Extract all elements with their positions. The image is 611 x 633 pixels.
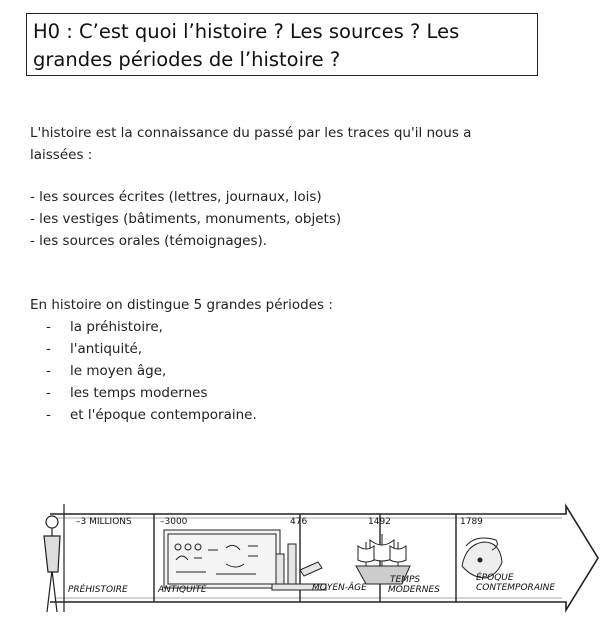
period-label: CONTEMPORAINE: [476, 583, 556, 593]
period-item: - le moyen âge,: [46, 363, 167, 379]
title-line-1: H0 : C’est quoi l’histoire ? Les sources ? Les: [33, 20, 460, 43]
source-item: - les vestiges (bâtiments, monuments, objets): [30, 211, 342, 227]
hieroglyph-tablet-icon: [164, 530, 280, 588]
prehistoric-man-icon: [44, 504, 64, 612]
intro-line-1: L'histoire est la connaissance du passé par les traces qu'il nous a: [30, 125, 472, 141]
timeline-illustration: [26, 500, 606, 625]
date-label: 1492: [368, 517, 391, 527]
title-line-2: grandes périodes de l’histoire ?: [33, 48, 341, 71]
period-label: MODERNES: [388, 585, 440, 595]
period-item: - la préhistoire,: [46, 319, 163, 335]
timeline-arrow: [50, 506, 598, 610]
intro-paragraph: [30, 122, 550, 166]
period-item: - l'antiquité,: [46, 341, 143, 357]
intro-line-2: laissées :: [30, 147, 93, 163]
sources-list: [30, 186, 341, 252]
period-label: MOYEN-ÂGE: [312, 583, 367, 593]
period-label: TEMPS: [390, 575, 421, 585]
date-label: –3000: [160, 517, 188, 527]
date-label: –3 MILLIONS: [76, 517, 132, 527]
periods-list: [46, 316, 257, 426]
date-label: 476: [290, 517, 308, 527]
marianne-icon: [462, 538, 502, 578]
periods-intro: En histoire on distingue 5 grandes périodes :: [30, 297, 333, 313]
period-label: ANTIQUITÉ: [158, 585, 207, 595]
date-label: 1789: [460, 517, 483, 527]
source-item: - les sources écrites (lettres, journaux, lois): [30, 189, 322, 205]
period-item: - les temps modernes: [46, 385, 208, 401]
page-title: [26, 13, 538, 76]
period-item: - et l'époque contemporaine.: [46, 407, 257, 423]
period-label: ÉPOQUE: [476, 573, 514, 583]
period-label: PRÉHISTOIRE: [68, 585, 128, 595]
source-item: - les sources orales (témoignages).: [30, 233, 268, 249]
